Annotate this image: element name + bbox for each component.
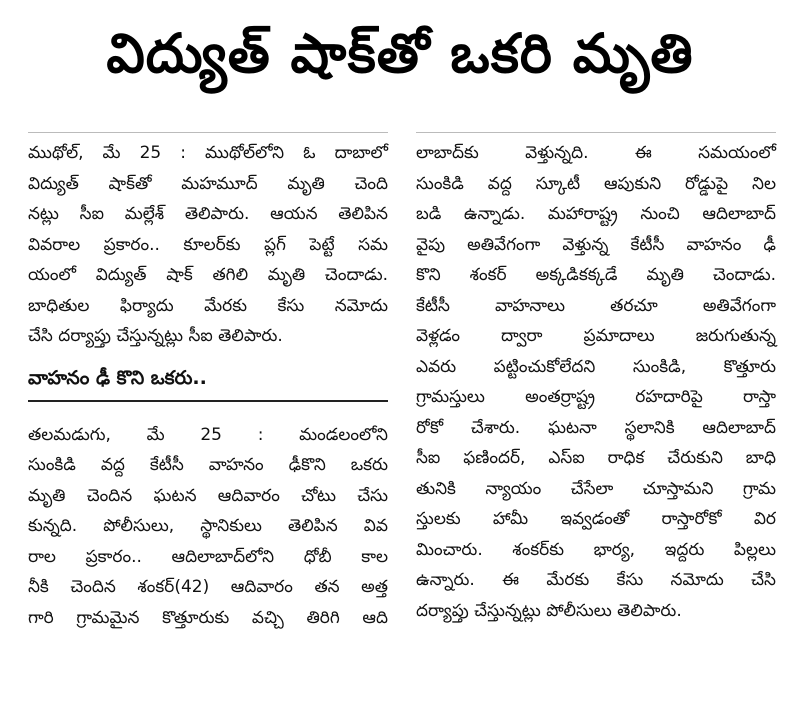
story-line: వివరాల ప్రకారం.. కూలర్‌కు ప్లగ్ పెట్టే సమ	[28, 234, 388, 255]
left-column-rule	[28, 132, 388, 133]
story-line: తలమడుగు, మే 25 : మండలంలోని	[28, 424, 388, 445]
story-line: సీఐ ఫణిందర్, ఎస్ఐ రాధిక చేరుకుని బాధి	[416, 448, 776, 468]
subheading: వాహనం ఢీ కొని ఒకరు..	[28, 362, 388, 402]
headline: విద్యుత్ షాక్‌తో ఒకరి మృతి	[106, 22, 694, 85]
story-line: దర్యాప్తు చేస్తున్నట్లు పోలీసులు తెలిపారు.	[416, 600, 682, 621]
story-line: గ్రామస్తులు అంతర్రాష్ట్ర రహదారిపై రాస్తా	[416, 387, 776, 407]
story-line: కేటీసీ వాహనాలు తరచూ అతివేగంగా	[416, 295, 776, 316]
story-line: బాధితుల ఫిర్యాదు మేరకు కేసు నమోదు	[28, 295, 388, 316]
story-line: ఎవరు పట్టించుకోలేదని సుంకిడి, కొత్తూరు	[416, 356, 776, 377]
right-column	[416, 138, 776, 626]
story-line: సుంకిడి వద్ద కేటీసీ వాహనం ఢీకొని ఒకరు	[28, 455, 388, 475]
story-line: కున్నది. పోలీసులు, స్థానికులు తెలిపిన వివ	[28, 516, 388, 536]
story-line: ఉన్నారు. ఈ మేరకు కేసు నమోదు చేసి	[416, 570, 776, 590]
story-line: బడి ఉన్నాడు. మహారాష్ట్ర నుంచి ఆదిలాబాద్	[416, 204, 776, 224]
story-line: వైపు అతివేగంగా వెళ్తున్న కేటీసీ వాహనం ఢీ	[416, 234, 776, 255]
story-electric-shock	[28, 138, 388, 352]
story-line: యంలో విద్యుత్ షాక్ తగిలి మృతి చెందాడు.	[28, 265, 388, 285]
story-line: లాబాద్‌కు వెళ్తున్నది. ఈ సమయంలో	[416, 143, 776, 163]
story-line: తునికి న్యాయం చేసేలా చూస్తామని గ్రామ	[416, 478, 776, 499]
story-line: నట్లు సీఐ మల్లేశ్ తెలిపారు. ఆయన తెలిపిన	[28, 204, 388, 224]
story-line: కొని శంకర్ అక్కడికక్కడే మృతి చెందాడు.	[416, 265, 776, 285]
story-line: నీకి చెందిన శంకర్(42) ఆదివారం తన అత్త	[28, 577, 388, 597]
left-column	[28, 138, 388, 633]
story-line: రాల ప్రకారం.. ఆదిలాబాద్‌లోని ధోబీ కాల	[28, 546, 388, 567]
story-line: రోకో చేశారు. ఘటనా స్థలానికి ఆదిలాబాద్	[416, 417, 776, 438]
story-line: చేసి దర్యాప్తు చేస్తున్నట్లు సీఐ తెలిపారు.	[28, 326, 283, 346]
story-line: విద్యుత్ షాక్‌తో మహమూద్ మృతి చెంది	[28, 173, 388, 194]
story-line: గారి గ్రామమైన కొత్తూరుకు వచ్చి తిరిగి ఆది	[28, 607, 388, 628]
right-column-rule	[416, 132, 776, 133]
story-line: స్తులకు హామీ ఇవ్వడంతో రాస్తారోకో విర	[416, 509, 776, 529]
story-line: మించారు. శంకర్‌కు భార్య, ఇద్దరు పిల్లలు	[416, 539, 776, 560]
story-vehicle-accident	[28, 420, 388, 634]
story-line: ముథోల్, మే 25 : ముథోల్‌లోని ఓ దాబాలో	[28, 143, 388, 163]
story-line: సుంకిడి వద్ద స్కూటీ ఆపుకుని రోడ్డుపై నిల	[416, 173, 776, 194]
section-gap	[28, 402, 388, 420]
story-line: మృతి చెందిన ఘటన ఆదివారం చోటు చేసు	[28, 485, 388, 506]
story-line: వెళ్లడం ద్వారా ప్రమాదాలు జరుగుతున్న	[416, 326, 776, 346]
